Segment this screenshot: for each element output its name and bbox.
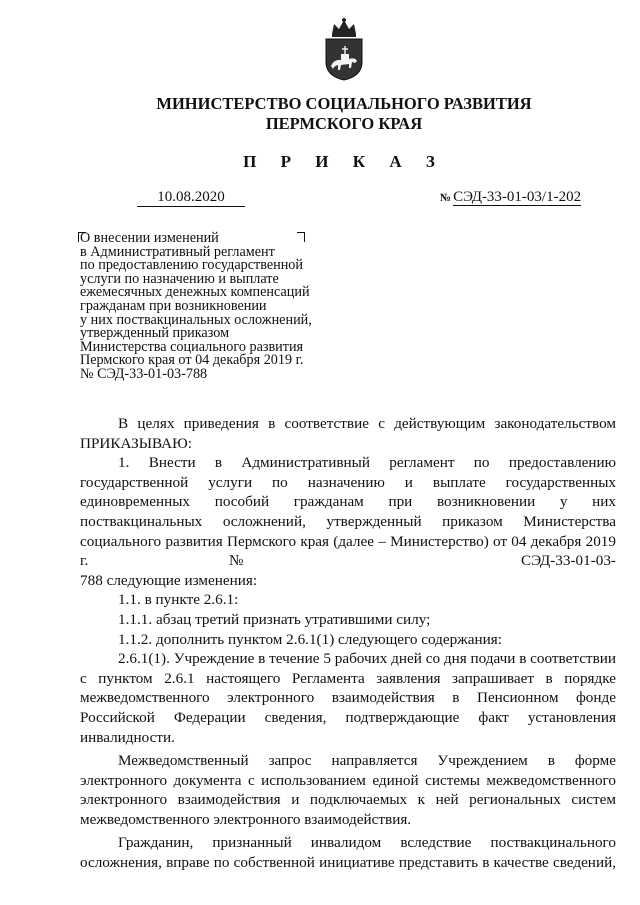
clause-2-6-1-1: 2.6.1(1). Учреждение в течение 5 рабочих дней со дня подачи в соответствии с пунктом 2.6.1 настоящего Регламента заявления запрашивает в порядке межведомственного электронного взаимодействия в Пенсионном фонде Российской Федерации сведения, подтверждающие факт установления инвалидности. [80, 650, 616, 746]
subject-line: у них поствакцинальных осложнений, [80, 311, 312, 328]
subject-line: Пермского края от 04 декабря 2019 г. [80, 352, 304, 369]
perm-coat-of-arms-emblem [322, 16, 366, 82]
item-1-1: 1.1. в пункте 2.6.1: [118, 591, 239, 609]
order-date: 10.08.2020 [137, 188, 245, 207]
subject-line: в Административный регламент [80, 243, 275, 260]
order-word: ПРИКАЗЫВАЮ: [80, 434, 192, 452]
order-number-value: СЭД-33-01-03/1-202 [453, 189, 582, 205]
subject-line: утвержденный приказом [80, 325, 230, 342]
order-number [440, 188, 581, 207]
citizen-paragraph: Гражданин, признанный инвалидом вследствие поствакцинального осложнения, вправе по собственной инициативе представить в качестве сведений, [80, 834, 616, 872]
subject-line: по предоставлению государственной [80, 257, 303, 274]
item-1-paragraph: 1. Внести в Административный регламент по предоставлению государственной услуги по назначению и выплате государственных единовременных пособий гражданам при возникновении у них поствакцинальных осложнений, утвержденный приказом Министерства социального развития Пермского края (далее – Министерство) от 04 декабря 2019 г. № СЭД-33-01-03- [80, 454, 616, 570]
order-body [80, 414, 616, 873]
item-1-1-2: 1.1.2. дополнить пунктом 2.6.1(1) следующего содержания: [118, 630, 502, 648]
ministry-name-line1: МИНИСТЕРСТВО СОЦИАЛЬНОГО РАЗВИТИЯ [156, 94, 532, 113]
subject-line: услуги по назначению и выплате [80, 270, 279, 287]
ministry-name [80, 94, 608, 134]
item-1-1-1: 1.1.1. абзац третий признать утратившими силу; [118, 610, 431, 628]
subject-line: Министерства социального развития [80, 338, 304, 355]
item-1-end: 788 следующие изменения: [80, 571, 258, 589]
subject-line: О внесении изменений [80, 230, 219, 246]
number-sign: № [440, 192, 452, 204]
subject-line: ежемесячных денежных компенсаций [80, 284, 310, 301]
subject-line: гражданам при возникновении [80, 297, 267, 314]
ministry-name-line2: ПЕРМСКОГО КРАЯ [265, 114, 423, 133]
document-type-title: П Р И К А З [243, 152, 445, 171]
preamble-paragraph: В целях приведения в соответствие с действующим законодательством [118, 415, 616, 432]
interagency-request-paragraph: Межведомственный запрос направляется Учреждением в форме электронного документа с использованием единой системы межведомственного электронного взаимодействия и подключаемых к ней региональных систем межведомственного электронного взаимодействия. [80, 752, 616, 828]
order-subject [80, 232, 350, 382]
subject-line: № СЭД-33-01-03-788 [80, 365, 208, 382]
